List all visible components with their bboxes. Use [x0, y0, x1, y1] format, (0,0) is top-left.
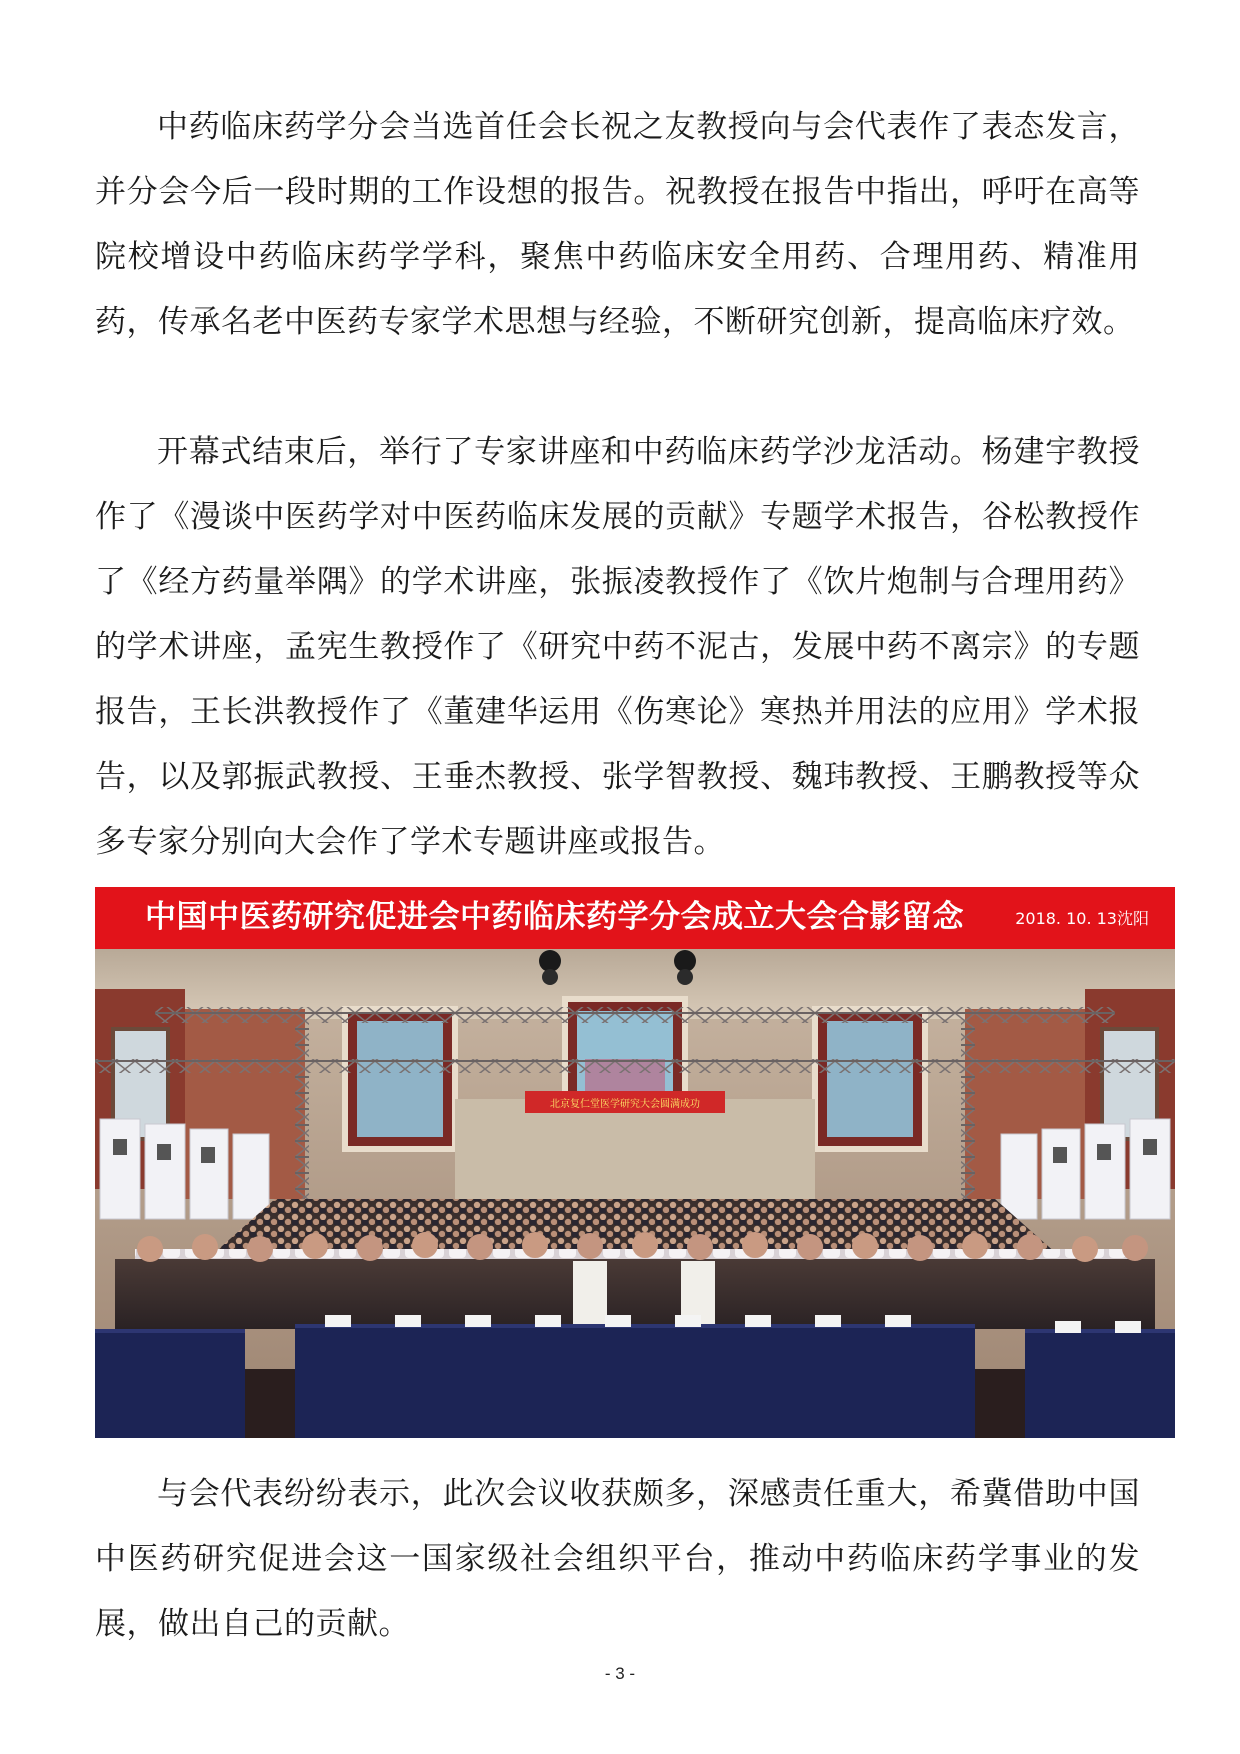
stage-banner-text: 北京复仁堂医学研究大会圆满成功: [550, 1099, 700, 1110]
photo-banner-title: 中国中医药研究促进会中药临床药学分会成立大会合影留念: [145, 899, 964, 935]
photo-banner: [95, 887, 1175, 949]
paragraph-delegates-feedback: 与会代表纷纷表示，此次会议收获颇多，深感责任重大，希冀借助中国中医药研究促进会这一国家级社会组织平台，推动中药临床药学事业的发展，做出自己的贡献。: [95, 1476, 1140, 1642]
photo-banner-date: 2018. 10. 13沈阳: [1015, 909, 1149, 928]
conference-hall-scene: [95, 949, 1175, 1438]
paragraph-president-speech: 中药临床药学分会当选首任会长祝之友教授向与会代表作了表态发言，并分会今后一段时期的工作设想的报告。祝教授在报告中指出，呼吁在高等院校增设中药临床药学学科，聚焦中药临床安全用药、合理用药、精准用药，传承名老中医药专家学术思想与经验，不断研究创新，提高临床疗效。: [95, 109, 1140, 340]
group-photo: [95, 887, 1175, 1438]
poster-boards-right: [1001, 1119, 1170, 1219]
paragraph-expert-lectures: 开幕式结束后，举行了专家讲座和中药临床药学沙龙活动。杨建宇教授作了《漫谈中医药学对中医药临床发展的贡献》专题学术报告，谷松教授作了《经方药量举隅》的学术讲座，张振凌教授作了《饮片炮制与合理用药》的学术讲座，孟宪生教授作了《研究中药不泥古，发展中药不离宗》的专题报告，王长洪教授作了《董建华运用《伤寒论》寒热并用法的应用》学术报告，以及郭振武教授、王垂杰教授、张学智教授、魏玮教授、王鹏教授等众多专家分别向大会作了学术专题讲座或报告。: [95, 434, 1140, 860]
poster-boards-left: [100, 1119, 269, 1219]
page-number: - 3 -: [604, 1664, 636, 1683]
